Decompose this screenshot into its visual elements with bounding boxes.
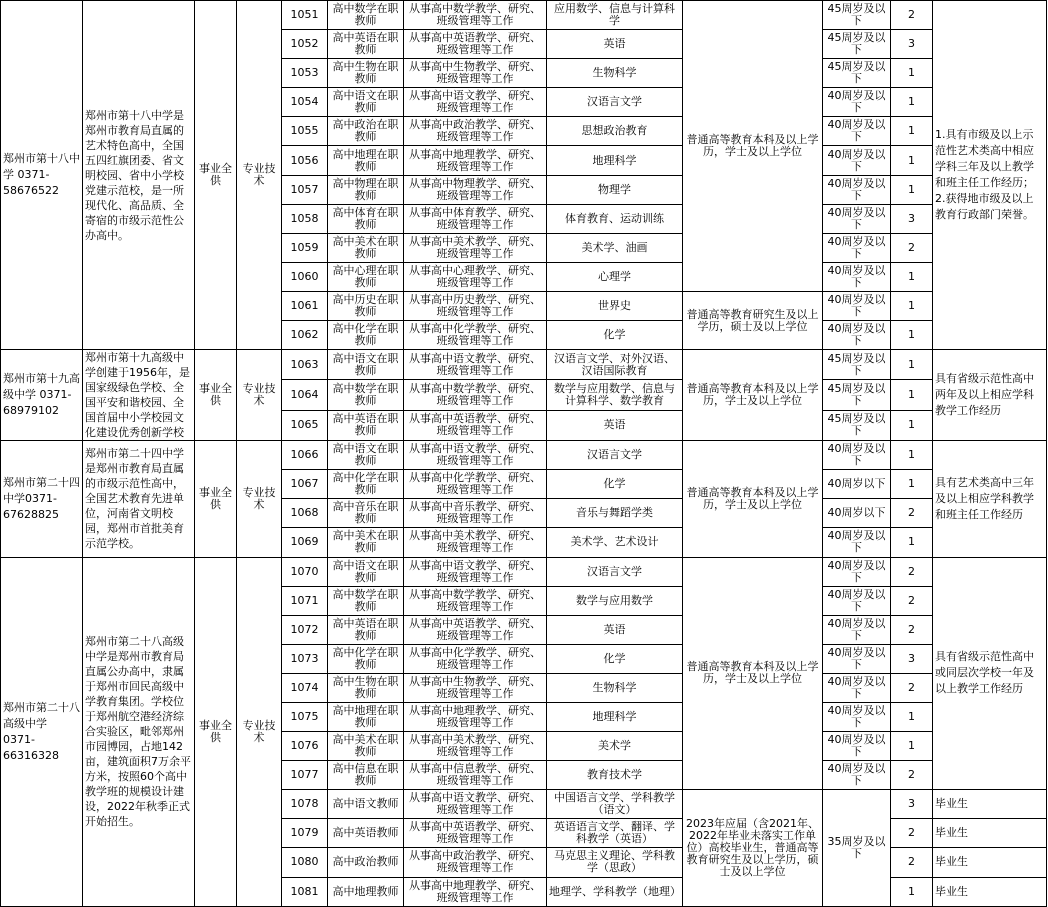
post-duty: 从事高中历史教学、研究、班级管理等工作 — [404, 291, 547, 320]
age-requirement: 40周岁及以下 — [823, 204, 891, 233]
post-code: 1076 — [282, 732, 328, 761]
age-requirement: 40周岁及以下 — [823, 88, 891, 117]
post-duty: 从事高中化学教学、研究、班级管理等工作 — [404, 470, 547, 499]
post-code: 1079 — [282, 819, 328, 848]
table-row — [1, 557, 1047, 586]
post-code: 1056 — [282, 146, 328, 175]
post-name: 高中心理在职教师 — [328, 262, 404, 291]
major-requirement: 汉语言文学 — [547, 441, 683, 470]
recruit-count: 2 — [891, 761, 933, 790]
post-code: 1055 — [282, 117, 328, 146]
other-condition: 1.具有市级及以上示范性艺术类高中相应学科三年及以上教学和班主任工作经历；2.获得地市级及以上教育行政部门荣誉。 — [933, 1, 1047, 350]
education-requirement: 普通高等教育本科及以上学历，学士及以上学位 — [683, 441, 823, 557]
recruit-count: 3 — [891, 204, 933, 233]
post-name: 高中数学在职教师 — [328, 380, 404, 410]
post-code: 1069 — [282, 528, 328, 557]
post-code: 1081 — [282, 877, 328, 906]
post-duty: 从事高中政治教学、研究、班级管理等工作 — [404, 848, 547, 877]
recruit-count: 1 — [891, 528, 933, 557]
major-requirement: 英语 — [547, 615, 683, 644]
post-duty: 从事高中音乐教学、研究、班级管理等工作 — [404, 499, 547, 528]
age-requirement: 45周岁及以下 — [823, 30, 891, 59]
major-requirement: 生物科学 — [547, 673, 683, 702]
table-row — [1, 1, 1047, 30]
post-name: 高中化学在职教师 — [328, 644, 404, 673]
funding-type: 事业全供 — [195, 1, 237, 350]
post-name: 高中美术在职教师 — [328, 732, 404, 761]
post-duty: 从事高中化学教学、研究、班级管理等工作 — [404, 321, 547, 350]
post-duty: 从事高中英语教学、研究、班级管理等工作 — [404, 410, 547, 440]
post-category: 专业技术 — [237, 350, 282, 441]
post-name: 高中英语在职教师 — [328, 410, 404, 440]
unit-description: 郑州市第二十四中学是郑州市教育局直属的市级示范性高中，全国艺术教育先进单位，河南省文明校园，郑州市首批美育示范学校。 — [83, 441, 195, 557]
unit-name: 郑州市第十八中学 0371-58676522 — [1, 1, 83, 350]
major-requirement: 汉语言文学、对外汉语、汉语国际教育 — [547, 350, 683, 380]
major-requirement: 汉语言文学 — [547, 88, 683, 117]
other-condition: 具有省级示范性高中两年及以上相应学科教学工作经历 — [933, 350, 1047, 441]
education-requirement: 普通高等教育本科及以上学历，学士及以上学位 — [683, 1, 823, 292]
post-duty: 从事高中数学教学、研究、班级管理等工作 — [404, 586, 547, 615]
recruit-count: 2 — [891, 233, 933, 262]
post-name: 高中音乐在职教师 — [328, 499, 404, 528]
post-code: 1070 — [282, 557, 328, 586]
unit-name: 郑州市第十九高级中学 0371-68979102 — [1, 350, 83, 441]
age-requirement: 45周岁及以下 — [823, 1, 891, 30]
post-code: 1077 — [282, 761, 328, 790]
major-requirement: 应用数学、信息与计算科学 — [547, 1, 683, 30]
post-code: 1071 — [282, 586, 328, 615]
unit-description: 郑州市第十八中学是郑州市教育局直属的艺术特色高中，全国五四红旗团委、省文明校园、省中小学校党建示范校，是一所现代化、高品质、全寄宿的市级示范性公办高中。 — [83, 1, 195, 350]
table-row — [1, 441, 1047, 470]
post-duty: 从事高中地理教学、研究、班级管理等工作 — [404, 146, 547, 175]
age-requirement: 40周岁及以下 — [823, 528, 891, 557]
age-requirement: 40周岁及以下 — [823, 673, 891, 702]
age-requirement: 40周岁及以下 — [823, 702, 891, 731]
major-requirement: 中国语言文学、学科教学（语文） — [547, 790, 683, 819]
post-duty: 从事高中英语教学、研究、班级管理等工作 — [404, 30, 547, 59]
recruit-count: 1 — [891, 702, 933, 731]
recruit-count: 2 — [891, 586, 933, 615]
post-name: 高中美术在职教师 — [328, 233, 404, 262]
post-code: 1051 — [282, 1, 328, 30]
age-requirement: 40周岁及以下 — [823, 732, 891, 761]
major-requirement: 地理学、学科教学（地理） — [547, 877, 683, 906]
age-requirement: 40周岁及以下 — [823, 586, 891, 615]
recruit-count: 3 — [891, 790, 933, 819]
unit-name: 郑州市第二十八高级中学 0371-66316328 — [1, 557, 83, 906]
age-requirement: 40周岁及以下 — [823, 291, 891, 320]
recruit-count: 1 — [891, 175, 933, 204]
age-requirement: 40周岁及以下 — [823, 321, 891, 350]
post-duty: 从事高中美术教学、研究、班级管理等工作 — [404, 528, 547, 557]
funding-type: 事业全供 — [195, 441, 237, 557]
age-requirement: 40周岁及以下 — [823, 117, 891, 146]
education-requirement: 普通高等教育研究生及以上学历，硕士及以上学位 — [683, 291, 823, 349]
major-requirement: 化学 — [547, 321, 683, 350]
major-requirement: 体育教育、运动训练 — [547, 204, 683, 233]
education-requirement: 普通高等教育本科及以上学历，学士及以上学位 — [683, 350, 823, 441]
post-name: 高中英语教师 — [328, 819, 404, 848]
major-requirement: 化学 — [547, 644, 683, 673]
post-duty: 从事高中语文教学、研究、班级管理等工作 — [404, 88, 547, 117]
major-requirement: 地理科学 — [547, 146, 683, 175]
unit-name: 郑州市第二十四中学0371-67628825 — [1, 441, 83, 557]
post-duty: 从事高中数学教学、研究、班级管理等工作 — [404, 1, 547, 30]
post-name: 高中数学在职教师 — [328, 586, 404, 615]
age-requirement: 45周岁及以下 — [823, 380, 891, 410]
recruit-count: 2 — [891, 1, 933, 30]
major-requirement: 化学 — [547, 470, 683, 499]
major-requirement: 汉语言文学 — [547, 557, 683, 586]
recruit-count: 3 — [891, 644, 933, 673]
recruit-count: 3 — [891, 30, 933, 59]
education-requirement: 2023年应届（含2021年、2022年毕业未落实工作单位）高校毕业生，普通高等教育研究生及以上学历，硕士及以上学位 — [683, 790, 823, 906]
recruit-count: 2 — [891, 615, 933, 644]
age-requirement: 35周岁及以下 — [823, 790, 891, 906]
recruit-count: 1 — [891, 321, 933, 350]
post-code: 1062 — [282, 321, 328, 350]
age-requirement: 45周岁及以下 — [823, 410, 891, 440]
post-code: 1067 — [282, 470, 328, 499]
post-code: 1066 — [282, 441, 328, 470]
age-requirement: 40周岁以下 — [823, 499, 891, 528]
funding-type: 事业全供 — [195, 350, 237, 441]
post-name: 高中美术在职教师 — [328, 528, 404, 557]
post-duty: 从事高中信息教学、研究、班级管理等工作 — [404, 761, 547, 790]
post-category: 专业技术 — [237, 557, 282, 906]
post-name: 高中地理在职教师 — [328, 146, 404, 175]
age-requirement: 45周岁及以下 — [823, 59, 891, 88]
post-name: 高中语文在职教师 — [328, 557, 404, 586]
post-duty: 从事高中语文教学、研究、班级管理等工作 — [404, 350, 547, 380]
other-condition: 具有艺术类高中三年及以上相应学科教学和班主任工作经历 — [933, 441, 1047, 557]
post-code: 1054 — [282, 88, 328, 117]
post-name: 高中政治在职教师 — [328, 117, 404, 146]
post-code: 1052 — [282, 30, 328, 59]
age-requirement: 40周岁以下 — [823, 470, 891, 499]
post-duty: 从事高中物理教学、研究、班级管理等工作 — [404, 175, 547, 204]
post-duty: 从事高中化学教学、研究、班级管理等工作 — [404, 644, 547, 673]
post-code: 1065 — [282, 410, 328, 440]
post-name: 高中语文教师 — [328, 790, 404, 819]
post-duty: 从事高中生物教学、研究、班级管理等工作 — [404, 59, 547, 88]
post-duty: 从事高中美术教学、研究、班级管理等工作 — [404, 233, 547, 262]
recruit-count: 2 — [891, 819, 933, 848]
major-requirement: 物理学 — [547, 175, 683, 204]
recruit-count: 1 — [891, 59, 933, 88]
post-duty: 从事高中语文教学、研究、班级管理等工作 — [404, 790, 547, 819]
other-condition: 毕业生 — [933, 877, 1047, 906]
post-code: 1078 — [282, 790, 328, 819]
post-duty: 从事高中体育教学、研究、班级管理等工作 — [404, 204, 547, 233]
post-duty: 从事高中政治教学、研究、班级管理等工作 — [404, 117, 547, 146]
recruit-count: 1 — [891, 380, 933, 410]
post-name: 高中体育在职教师 — [328, 204, 404, 233]
recruit-count: 1 — [891, 350, 933, 380]
post-name: 高中语文在职教师 — [328, 350, 404, 380]
age-requirement: 40周岁及以下 — [823, 644, 891, 673]
age-requirement: 40周岁及以下 — [823, 557, 891, 586]
age-requirement: 45周岁及以下 — [823, 350, 891, 380]
other-condition: 毕业生 — [933, 819, 1047, 848]
post-name: 高中信息在职教师 — [328, 761, 404, 790]
post-duty: 从事高中地理教学、研究、班级管理等工作 — [404, 702, 547, 731]
post-code: 1074 — [282, 673, 328, 702]
post-name: 高中英语在职教师 — [328, 30, 404, 59]
funding-type: 事业全供 — [195, 557, 237, 906]
major-requirement: 数学与应用数学、信息与计算科学、数学教育 — [547, 380, 683, 410]
post-category: 专业技术 — [237, 1, 282, 350]
education-requirement: 普通高等教育本科及以上学历，学士及以上学位 — [683, 557, 823, 790]
major-requirement: 英语 — [547, 30, 683, 59]
major-requirement: 生物科学 — [547, 59, 683, 88]
age-requirement: 40周岁及以下 — [823, 761, 891, 790]
post-code: 1063 — [282, 350, 328, 380]
major-requirement: 马克思主义理论、学科教学（思政） — [547, 848, 683, 877]
age-requirement: 40周岁及以下 — [823, 233, 891, 262]
age-requirement: 40周岁及以下 — [823, 175, 891, 204]
table-row — [1, 350, 1047, 380]
major-requirement: 数学与应用数学 — [547, 586, 683, 615]
post-code: 1080 — [282, 848, 328, 877]
post-name: 高中生物在职教师 — [328, 59, 404, 88]
unit-description: 郑州市第十九高级中学创建于1956年，是国家级绿色学校、全国平安和谐校园、全国首届中小学校园文化建设优秀创新学校 — [83, 350, 195, 441]
post-code: 1068 — [282, 499, 328, 528]
age-requirement: 40周岁及以下 — [823, 146, 891, 175]
major-requirement: 教育技术学 — [547, 761, 683, 790]
post-name: 高中英语在职教师 — [328, 615, 404, 644]
post-code: 1073 — [282, 644, 328, 673]
post-code: 1059 — [282, 233, 328, 262]
major-requirement: 英语语言文学、翻译、学科教学（英语） — [547, 819, 683, 848]
recruit-count: 1 — [891, 88, 933, 117]
post-code: 1057 — [282, 175, 328, 204]
other-condition: 毕业生 — [933, 848, 1047, 877]
post-duty: 从事高中英语教学、研究、班级管理等工作 — [404, 819, 547, 848]
recruit-count: 2 — [891, 848, 933, 877]
age-requirement: 40周岁及以下 — [823, 615, 891, 644]
post-duty: 从事高中数学教学、研究、班级管理等工作 — [404, 380, 547, 410]
post-duty: 从事高中地理教学、研究、班级管理等工作 — [404, 877, 547, 906]
major-requirement: 思想政治教育 — [547, 117, 683, 146]
unit-description: 郑州市第二十八高级中学是郑州市教育局直属公办高中，隶属于郑州市回民高级中学教育集团。学校位于郑州航空港经济综合实验区，毗邻郑州市园博园，占地142亩，建筑面积7万余平方米，按照60个高中教学班的规模设计建设，2022年秋季正式开始招生。 — [83, 557, 195, 906]
post-name: 高中地理教师 — [328, 877, 404, 906]
recruit-count: 1 — [891, 732, 933, 761]
post-code: 1061 — [282, 291, 328, 320]
age-requirement: 40周岁及以下 — [823, 441, 891, 470]
major-requirement: 音乐与舞蹈学类 — [547, 499, 683, 528]
major-requirement: 英语 — [547, 410, 683, 440]
post-code: 1060 — [282, 262, 328, 291]
major-requirement: 美术学、艺术设计 — [547, 528, 683, 557]
post-name: 高中生物在职教师 — [328, 673, 404, 702]
major-requirement: 美术学、油画 — [547, 233, 683, 262]
major-requirement: 美术学 — [547, 732, 683, 761]
post-duty: 从事高中生物教学、研究、班级管理等工作 — [404, 673, 547, 702]
major-requirement: 心理学 — [547, 262, 683, 291]
recruit-count: 1 — [891, 262, 933, 291]
recruit-count: 1 — [891, 410, 933, 440]
recruit-count: 1 — [891, 877, 933, 906]
post-name: 高中政治教师 — [328, 848, 404, 877]
recruit-count: 1 — [891, 291, 933, 320]
post-name: 高中化学在职教师 — [328, 470, 404, 499]
recruit-count: 2 — [891, 673, 933, 702]
post-code: 1072 — [282, 615, 328, 644]
post-code: 1053 — [282, 59, 328, 88]
post-duty: 从事高中语文教学、研究、班级管理等工作 — [404, 441, 547, 470]
other-condition: 具有省级示范性高中或同层次学校一年及以上教学工作经历 — [933, 557, 1047, 790]
recruit-count: 1 — [891, 470, 933, 499]
recruit-count: 2 — [891, 557, 933, 586]
post-name: 高中地理在职教师 — [328, 702, 404, 731]
other-condition: 毕业生 — [933, 790, 1047, 819]
age-requirement: 40周岁及以下 — [823, 262, 891, 291]
post-category: 专业技术 — [237, 441, 282, 557]
recruit-count: 2 — [891, 499, 933, 528]
recruit-count: 1 — [891, 117, 933, 146]
post-name: 高中化学在职教师 — [328, 321, 404, 350]
post-duty: 从事高中英语教学、研究、班级管理等工作 — [404, 615, 547, 644]
recruit-count: 1 — [891, 441, 933, 470]
post-duty: 从事高中语文教学、研究、班级管理等工作 — [404, 557, 547, 586]
post-name: 高中物理在职教师 — [328, 175, 404, 204]
post-duty: 从事高中心理教学、研究、班级管理等工作 — [404, 262, 547, 291]
major-requirement: 世界史 — [547, 291, 683, 320]
post-code: 1064 — [282, 380, 328, 410]
post-name: 高中语文在职教师 — [328, 88, 404, 117]
post-duty: 从事高中美术教学、研究、班级管理等工作 — [404, 732, 547, 761]
major-requirement: 地理科学 — [547, 702, 683, 731]
post-name: 高中数学在职教师 — [328, 1, 404, 30]
post-code: 1075 — [282, 702, 328, 731]
post-name: 高中语文在职教师 — [328, 441, 404, 470]
recruit-count: 1 — [891, 146, 933, 175]
post-code: 1058 — [282, 204, 328, 233]
post-name: 高中历史在职教师 — [328, 291, 404, 320]
